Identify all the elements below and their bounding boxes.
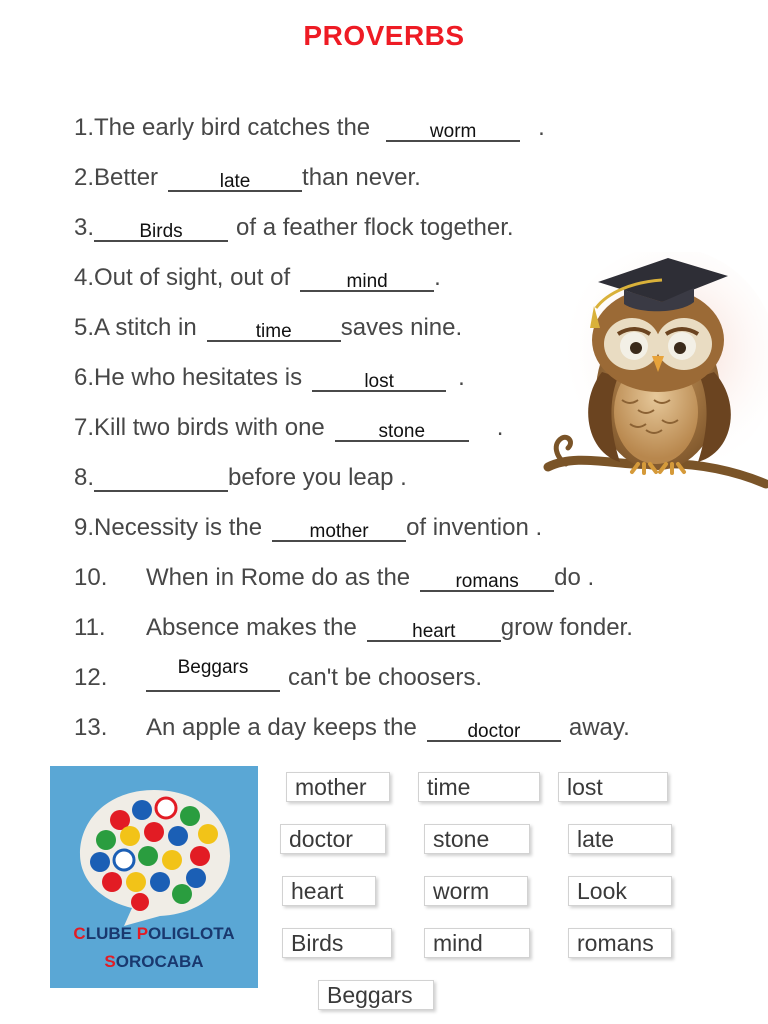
answer-text: Birds (139, 221, 183, 242)
word-chip-heart[interactable]: heart (282, 876, 376, 906)
item-number: 1. (74, 114, 95, 141)
item-number: 10. (74, 564, 108, 591)
proverb-text-before: When in Rome do as the (146, 564, 411, 591)
logo-line-2: SOROCABA (104, 952, 204, 971)
answer-blank[interactable] (312, 366, 446, 392)
word-chip-birds[interactable]: Birds (282, 928, 392, 958)
answer-blank[interactable] (94, 466, 228, 492)
answer-text: romans (455, 571, 519, 592)
proverb-text-after: . (496, 414, 504, 441)
word-chip-lost[interactable]: lost (558, 772, 668, 802)
answer-text: time (255, 321, 292, 342)
proverb-text-before: Absence makes the (146, 614, 357, 641)
proverb-text-after: of invention . (406, 514, 543, 541)
proverb-line-6 (74, 356, 465, 392)
word-chip-late[interactable]: late (568, 824, 672, 854)
proverb-text-before: Better (94, 164, 159, 191)
proverb-text-after: of a feather flock together. (236, 214, 514, 241)
proverb-line-3 (74, 206, 514, 242)
word-chip-mind[interactable]: mind (424, 928, 530, 958)
proverb-line-4 (74, 256, 441, 292)
proverb-text-after: away. (568, 714, 630, 741)
proverb-text-before: Out of sight, out of (94, 264, 291, 291)
item-number: 7. (74, 414, 95, 441)
answer-text: mother (309, 521, 369, 542)
proverb-line-11 (74, 606, 633, 642)
answer-text: heart (412, 621, 456, 642)
word-chip-worm[interactable]: worm (424, 876, 528, 906)
proverb-text-after: do . (554, 564, 595, 591)
proverb-text-before: Necessity is the (94, 514, 263, 541)
answer-blank[interactable] (300, 266, 434, 292)
item-number: 3. (74, 214, 95, 241)
clube-poliglota-logo (50, 766, 258, 988)
item-number: 11. (74, 614, 106, 641)
answer-blank[interactable] (146, 657, 280, 692)
word-chip-time[interactable]: time (418, 772, 540, 802)
proverb-text-after: . (434, 264, 441, 291)
answer-blank[interactable] (420, 566, 554, 592)
proverb-line-1 (74, 106, 545, 142)
answer-blank[interactable] (386, 116, 520, 142)
answer-blank[interactable] (427, 716, 561, 742)
page-title: PROVERBS (303, 20, 465, 51)
proverb-text-after: before you leap . (228, 464, 407, 491)
word-chip-look[interactable]: Look (568, 876, 672, 906)
item-number: 5. (74, 314, 95, 341)
proverb-text-before: He who hesitates is (94, 364, 303, 391)
proverb-text-before: A stitch in (94, 314, 197, 341)
answer-text: mind (346, 271, 388, 292)
proverb-line-10 (74, 556, 594, 592)
answer-blank[interactable] (367, 616, 501, 642)
proverb-text-before: The early bird catches the (94, 114, 371, 141)
answer-blank[interactable] (168, 166, 302, 192)
proverb-text-before: An apple a day keeps the (146, 714, 417, 741)
proverb-text-after: . (458, 364, 465, 391)
item-number: 13. (74, 714, 108, 741)
proverb-line-12 (74, 656, 482, 692)
answer-text: lost (364, 371, 394, 392)
answer-text: worm (429, 121, 477, 142)
proverb-line-7 (74, 406, 503, 442)
answer-blank[interactable] (335, 416, 469, 442)
answer-blank[interactable] (207, 316, 341, 342)
proverb-text-after: can't be choosers. (288, 664, 483, 691)
proverb-text-before: Kill two birds with one (94, 414, 325, 441)
proverb-text-after: . (538, 114, 545, 141)
flag-speech-bubble-icon (50, 770, 258, 930)
answer-text: doctor (467, 721, 521, 742)
word-chip-doctor[interactable]: doctor (280, 824, 386, 854)
proverb-line-13 (74, 706, 630, 742)
item-number: 6. (74, 364, 95, 391)
owl-with-graduation-cap-icon (538, 252, 768, 502)
proverb-line-5 (74, 306, 462, 342)
answer-text: stone (378, 421, 426, 442)
proverb-line-9 (74, 506, 542, 542)
answer-blank[interactable] (272, 516, 406, 542)
item-number: 9. (74, 514, 95, 541)
answer-text: Beggars (177, 657, 249, 678)
word-chip-romans[interactable]: romans (568, 928, 672, 958)
proverb-text-after: than never. (302, 164, 421, 191)
logo-line-1: CLUBE POLIGLOTA (73, 924, 235, 943)
item-number: 12. (74, 664, 108, 691)
answer-blank[interactable] (94, 216, 228, 242)
item-number: 2. (74, 164, 95, 191)
proverb-line-2 (74, 156, 421, 192)
proverb-text-after: grow fonder. (500, 614, 633, 641)
word-chip-beggars[interactable]: Beggars (318, 980, 434, 1010)
proverb-line-8 (74, 456, 407, 492)
word-chip-mother[interactable]: mother (286, 772, 390, 802)
item-number: 8. (74, 464, 95, 491)
answer-text: late (219, 171, 251, 192)
item-number: 4. (74, 264, 95, 291)
word-chip-stone[interactable]: stone (424, 824, 530, 854)
proverb-text-after: saves nine. (340, 314, 463, 341)
